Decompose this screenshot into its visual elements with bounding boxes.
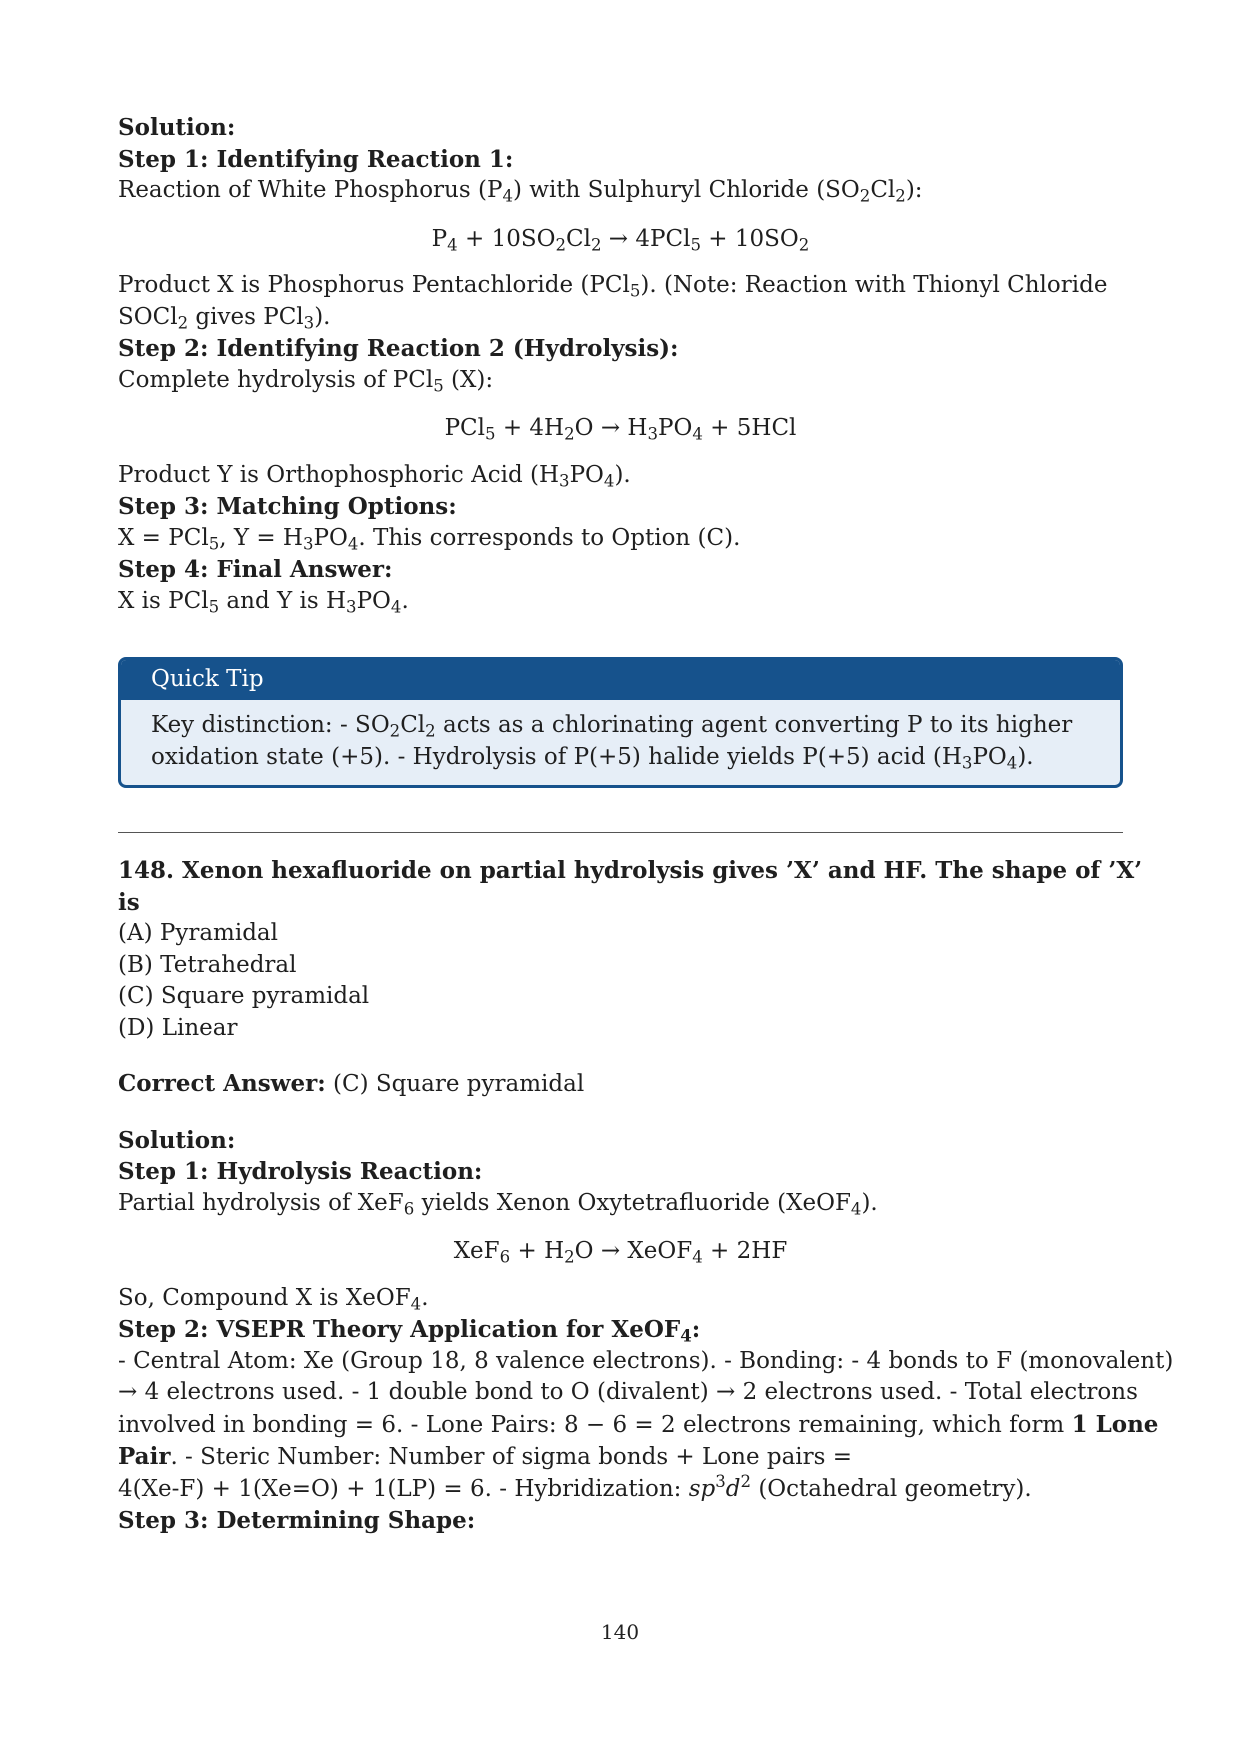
question-148-line2: is <box>118 888 140 916</box>
quick-tip-box <box>118 657 1123 788</box>
step1-result-line2: SOCl$_2$ gives PCl$_3$). <box>118 303 331 333</box>
q148-step2-line3: involved in bonding = 6. - Lone Pairs: 8 − 6 = 2 electrons remaining, which form 1 Lone <box>118 1410 1159 1438</box>
q148-step1-intro: Partial hydrolysis of XeF$_6$ yields Xenon Oxytetrafluoride (XeOF$_4$). <box>118 1189 878 1219</box>
equation-2: $PCl_5 + 4H_2O \to H_3PO_4 + 5HCl$ <box>444 415 797 444</box>
step4-heading: Step 4: Final Answer: <box>118 556 393 583</box>
step2-result: Product Y is Orthophosphoric Acid $(H_3PO_4)$. <box>118 461 631 491</box>
q148-step3-heading: Step 3: Determining Shape: <box>118 1507 476 1534</box>
option-d: (D) Linear <box>118 1014 238 1041</box>
correct-answer-label: Correct Answer: <box>118 1070 326 1097</box>
step2-heading: Step 2: Identifying Reaction 2 (Hydrolysis): <box>118 335 679 362</box>
step2-intro: Complete hydrolysis of PCl$_5$ (X): <box>118 366 494 396</box>
q148-step2-line5: 4(Xe-F) + 1(Xe=O) + 1(LP) = 6. - Hybridization: $sp^3d^2$ (Octahedral geometry). <box>118 1471 1032 1502</box>
correct-answer <box>118 1068 1123 1101</box>
step3-text: X = PCl$_5$, $Y = H_3PO_4$. This corresponds to Option (C). <box>118 524 741 554</box>
solution-label-148: Solution: <box>118 1126 236 1154</box>
option-c: (C) Square pyramidal <box>118 983 370 1009</box>
q148-step2-heading: Step 2: VSEPR Theory Application for XeOF$_4$: <box>118 1316 701 1346</box>
equation-1: $P_4 + 10SO_2Cl_2 \to 4PCl_5 + 10SO_2$ <box>431 225 810 255</box>
step1-intro: Reaction of White Phosphorus $(P_4)$ with Sulphuryl Chloride $(SO_2Cl_2)$: <box>118 177 923 206</box>
step3-heading: Step 3: Matching Options: <box>118 493 457 520</box>
step1-result-line1: Product X is Phosphorus Pentachloride (PCl$_5$). (Note: Reaction with Thionyl Chloride <box>118 272 1108 301</box>
quick-tip-body: Key distinction: - $SO_2Cl_2$ acts as a chlorinating agent converting P to its higher oxidation state (+5). - Hydrolysis of P(+5) halide yields P(+5) acid $(H_3PO_4)$. <box>151 712 1073 773</box>
q148-step2-line2: → 4 electrons used. - 1 double bond to O (divalent) → 2 electrons used. - Total electrons <box>118 1379 1138 1405</box>
q148-step2-line1: - Central Atom: Xe (Group 18, 8 valence electrons). - Bonding: - 4 bonds to F (monovalent) <box>118 1347 1174 1374</box>
quick-tip-title: Quick Tip <box>121 660 1120 700</box>
solution-label: Solution: <box>118 114 236 141</box>
question-148-line1: 148. Xenon hexafluoride on partial hydrolysis gives ’X’ and HF. The shape of ’X’ <box>118 857 1143 884</box>
option-b: (B) Tetrahedral <box>118 951 297 978</box>
page-content <box>118 112 1174 1537</box>
q148-step2-line4: Pair. - Steric Number: Number of sigma bonds + Lone pairs = <box>118 1443 853 1470</box>
page-number: 140 <box>600 1620 640 1644</box>
q148-step1-heading: Step 1: Hydrolysis Reaction: <box>118 1158 483 1185</box>
step4-text: X is PCl$_5$ and Y is $H_3PO_4$. <box>118 587 409 617</box>
correct-answer-value: (C) Square pyramidal <box>333 1071 585 1097</box>
section-divider <box>118 832 1123 833</box>
step1-heading: Step 1: Identifying Reaction 1: <box>118 145 514 173</box>
q148-step1-result: So, Compound X is XeOF$_4$. <box>118 1284 429 1314</box>
option-a: (A) Pyramidal <box>118 920 279 946</box>
equation-xef6: $XeF_6 + H_2O$ → XeOF$_4$ + 2HF <box>453 1238 788 1267</box>
